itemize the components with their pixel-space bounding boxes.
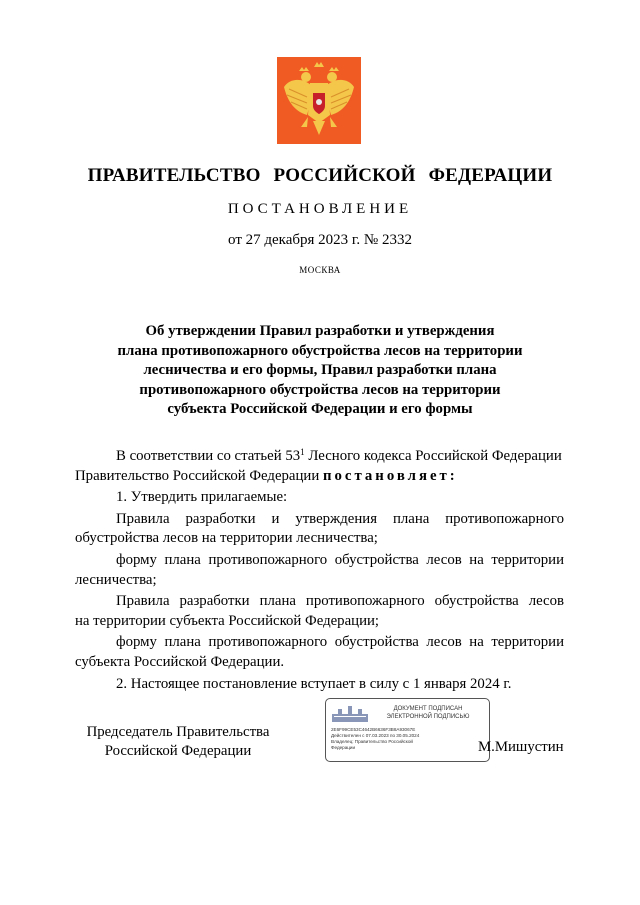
document-body xyxy=(75,447,564,694)
signer-name: М.Мишустин xyxy=(478,739,564,755)
stamp-header-line: ЭЛЕКТРОННОЙ ПОДПИСЬЮ xyxy=(386,714,470,720)
electronic-signature-stamp xyxy=(325,698,490,762)
article-superscript: 1 xyxy=(300,447,305,457)
preamble-text: Правительство Российской Федерации xyxy=(75,467,323,484)
decree-word: постановляет: xyxy=(322,467,458,484)
government-word: РОССИЙСКОЙ xyxy=(273,165,416,186)
government-word: ПРАВИТЕЛЬСТВО xyxy=(87,165,261,186)
item-2: 2. Настоящее постановление вступает в силу с 1 января 2024 г. xyxy=(116,675,512,692)
rule-line: обустройства лесов на территории лесничества; xyxy=(75,530,378,547)
rule-line: лесничества; xyxy=(75,571,157,588)
stamp-header xyxy=(370,705,486,721)
stamp-header-line: ДОКУМЕНТ ПОДПИСАН xyxy=(393,706,463,712)
stamp-certificate-info xyxy=(331,727,419,751)
stamp-cert-number: 2E6F99CE53C4642B6636F3B8A93067E xyxy=(331,727,416,732)
title-line: лесничества и его формы, Правил разработки плана xyxy=(143,362,497,379)
government-word: ФЕДЕРАЦИИ xyxy=(428,165,553,186)
document-date-number: от 27 декабря 2023 г. № 2332 xyxy=(228,232,412,248)
signer-position-line: Председатель Правительства xyxy=(86,724,270,740)
title-line: противопожарного обустройства лесов на территории xyxy=(139,381,501,398)
government-name xyxy=(0,165,640,187)
title-line: Об утверждении Правил разработки и утверждения xyxy=(145,323,495,339)
signer-position-line: Российской Федерации xyxy=(104,743,252,759)
preamble-line xyxy=(75,467,564,487)
rule-line: субъекта Российской Федерации. xyxy=(75,653,285,670)
stamp-owner: Федерации xyxy=(331,745,356,750)
rule-line: Правила разработки плана противопожарного обустройства лесов xyxy=(116,593,564,610)
preamble-line xyxy=(75,447,564,467)
rule-line: Правила разработки и утверждения плана противопожарного xyxy=(116,510,564,527)
rule-line: на территории субъекта Российской Федерации; xyxy=(75,612,380,629)
title-line: плана противопожарного обустройства лесов на территории xyxy=(117,342,523,359)
signer-position xyxy=(78,723,278,761)
item-1: 1. Утвердить прилагаемые: xyxy=(116,489,288,506)
coat-of-arms-emblem xyxy=(277,57,361,144)
kremlin-logo-icon xyxy=(332,705,368,722)
preamble-text: В соответствии со статьей 53 xyxy=(116,448,301,464)
document-city: МОСКВА xyxy=(299,265,341,275)
document-type: ПОСТАНОВЛЕНИЕ xyxy=(227,201,413,217)
stamp-owner: Владелец: Правительство Российской xyxy=(331,739,413,744)
rule-line: форму плана противопожарного обустройства лесов на территории xyxy=(116,634,564,651)
rule-line: форму плана противопожарного обустройства лесов на территории xyxy=(116,551,564,568)
title-line: субъекта Российской Федерации и его формы xyxy=(167,401,473,418)
document-title xyxy=(60,322,580,420)
stamp-validity: Действителен с 07.03.2023 по 30.05.2024 xyxy=(331,733,420,738)
preamble-text: Лесного кодекса Российской Федерации xyxy=(304,448,562,464)
